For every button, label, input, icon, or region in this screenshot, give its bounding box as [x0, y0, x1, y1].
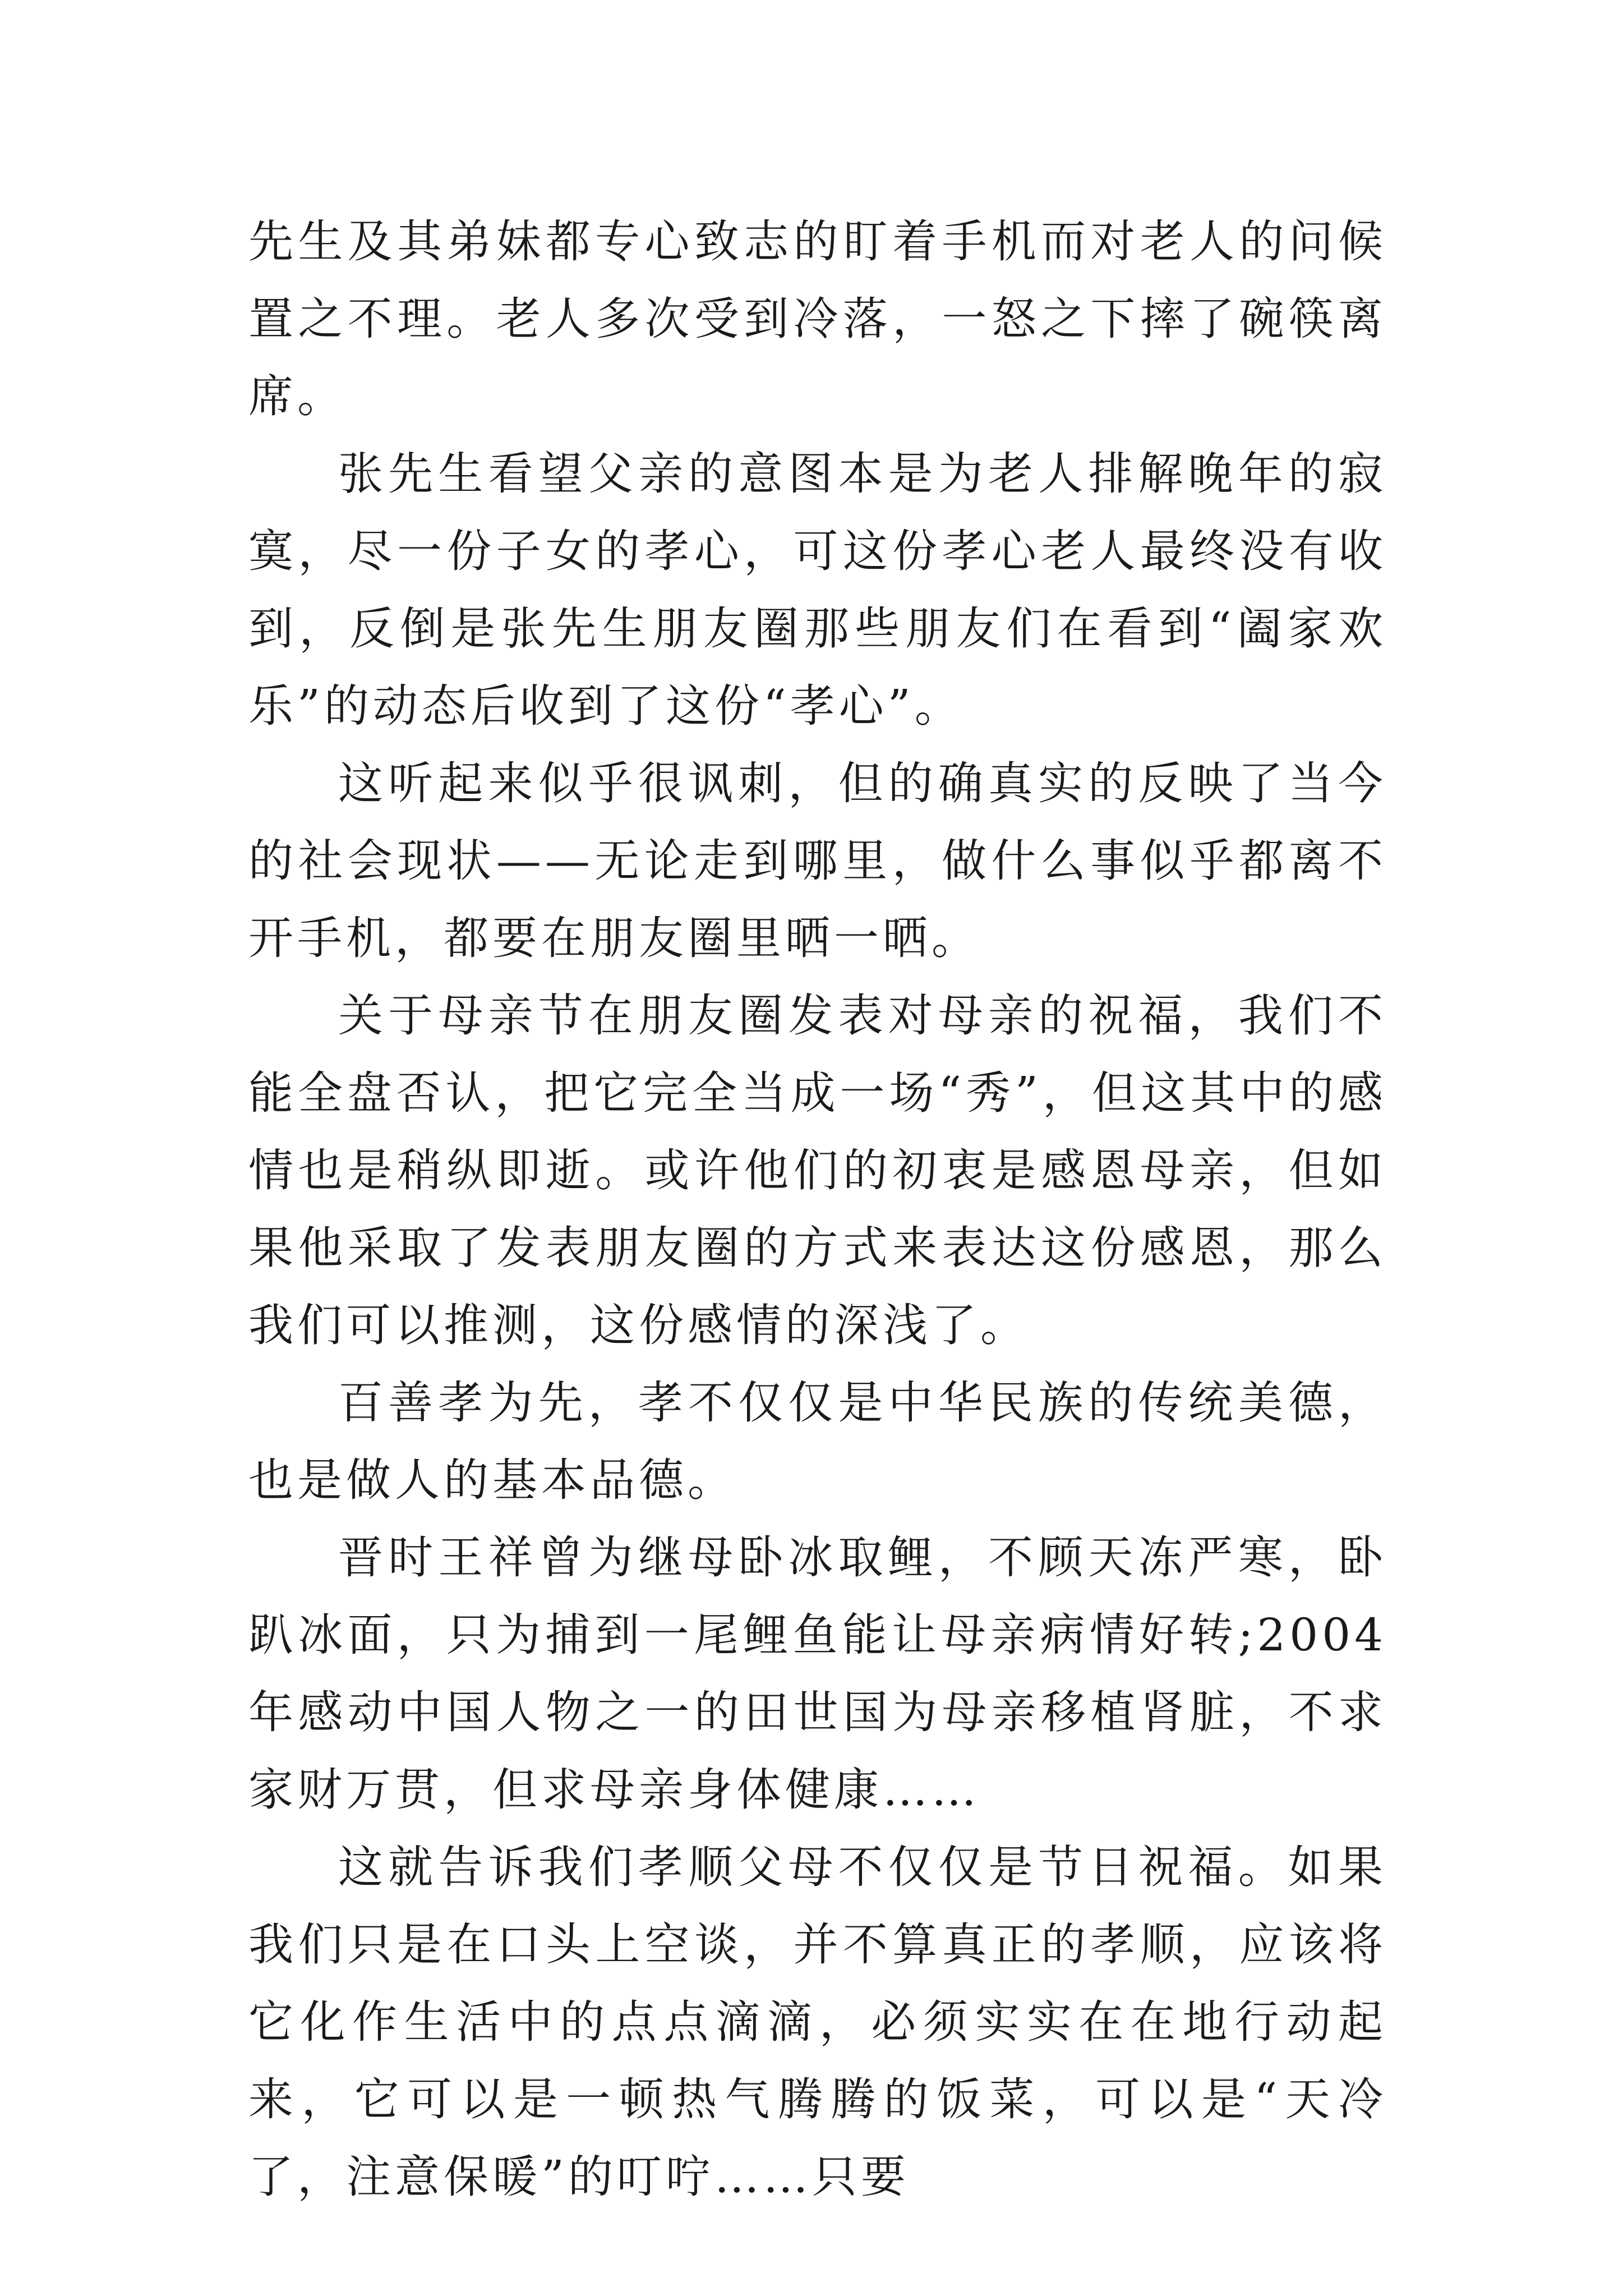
paragraph: 关于母亲节在朋友圈发表对母亲的祝福，我们不能全盘否认，把它完全当成一场“秀”，但这其中的感情也是稍纵即逝。或许他们的初衷是感恩母亲，但如果他采取了发表朋友圈的方式来表达这份感恩，那么我们可以推测，这份感情的深浅了。 — [248, 990, 1387, 1351]
paragraph: 这听起来似乎很讽刺，但的确真实的反映了当今的社会现状——无论走到哪里，做什么事似乎都离不开手机，都要在朋友圈里晒一晒。 — [248, 757, 1387, 964]
paragraph: 这就告诉我们孝顺父母不仅仅是节日祝福。如果我们只是在口头上空谈，并不算真正的孝顺，应该将它化作生活中的点点滴滴，必须实实在在地行动起来，它可以是一顿热气腾腾的饭菜，可以是“天冷了，注意保暖”的叮咛……只要 — [248, 1841, 1387, 2203]
paragraph: 晋时王祥曾为继母卧冰取鲤，不顾天冻严寒，卧趴冰面，只为捕到一尾鲤鱼能让母亲病情好转;2004年感动中国人物之一的田世国为母亲移植肾脏，不求家财万贯，但求母亲身体健康…… — [248, 1531, 1387, 1816]
paragraph: 百善孝为先，孝不仅仅是中华民族的传统美德，也是做人的基本品德。 — [248, 1377, 1387, 1506]
paragraph-continuation: 先生及其弟妹都专心致志的盯着手机而对老人的问候置之不理。老人多次受到冷落，一怒之下摔了碗筷离席。 — [248, 215, 1387, 422]
paragraph: 张先生看望父亲的意图本是为老人排解晚年的寂寞，尽一份子女的孝心，可这份孝心老人最终没有收到，反倒是张先生朋友圈那些朋友们在看到“阖家欢乐”的动态后收到了这份“孝心”。 — [248, 448, 1387, 732]
body-text — [248, 203, 1387, 2216]
